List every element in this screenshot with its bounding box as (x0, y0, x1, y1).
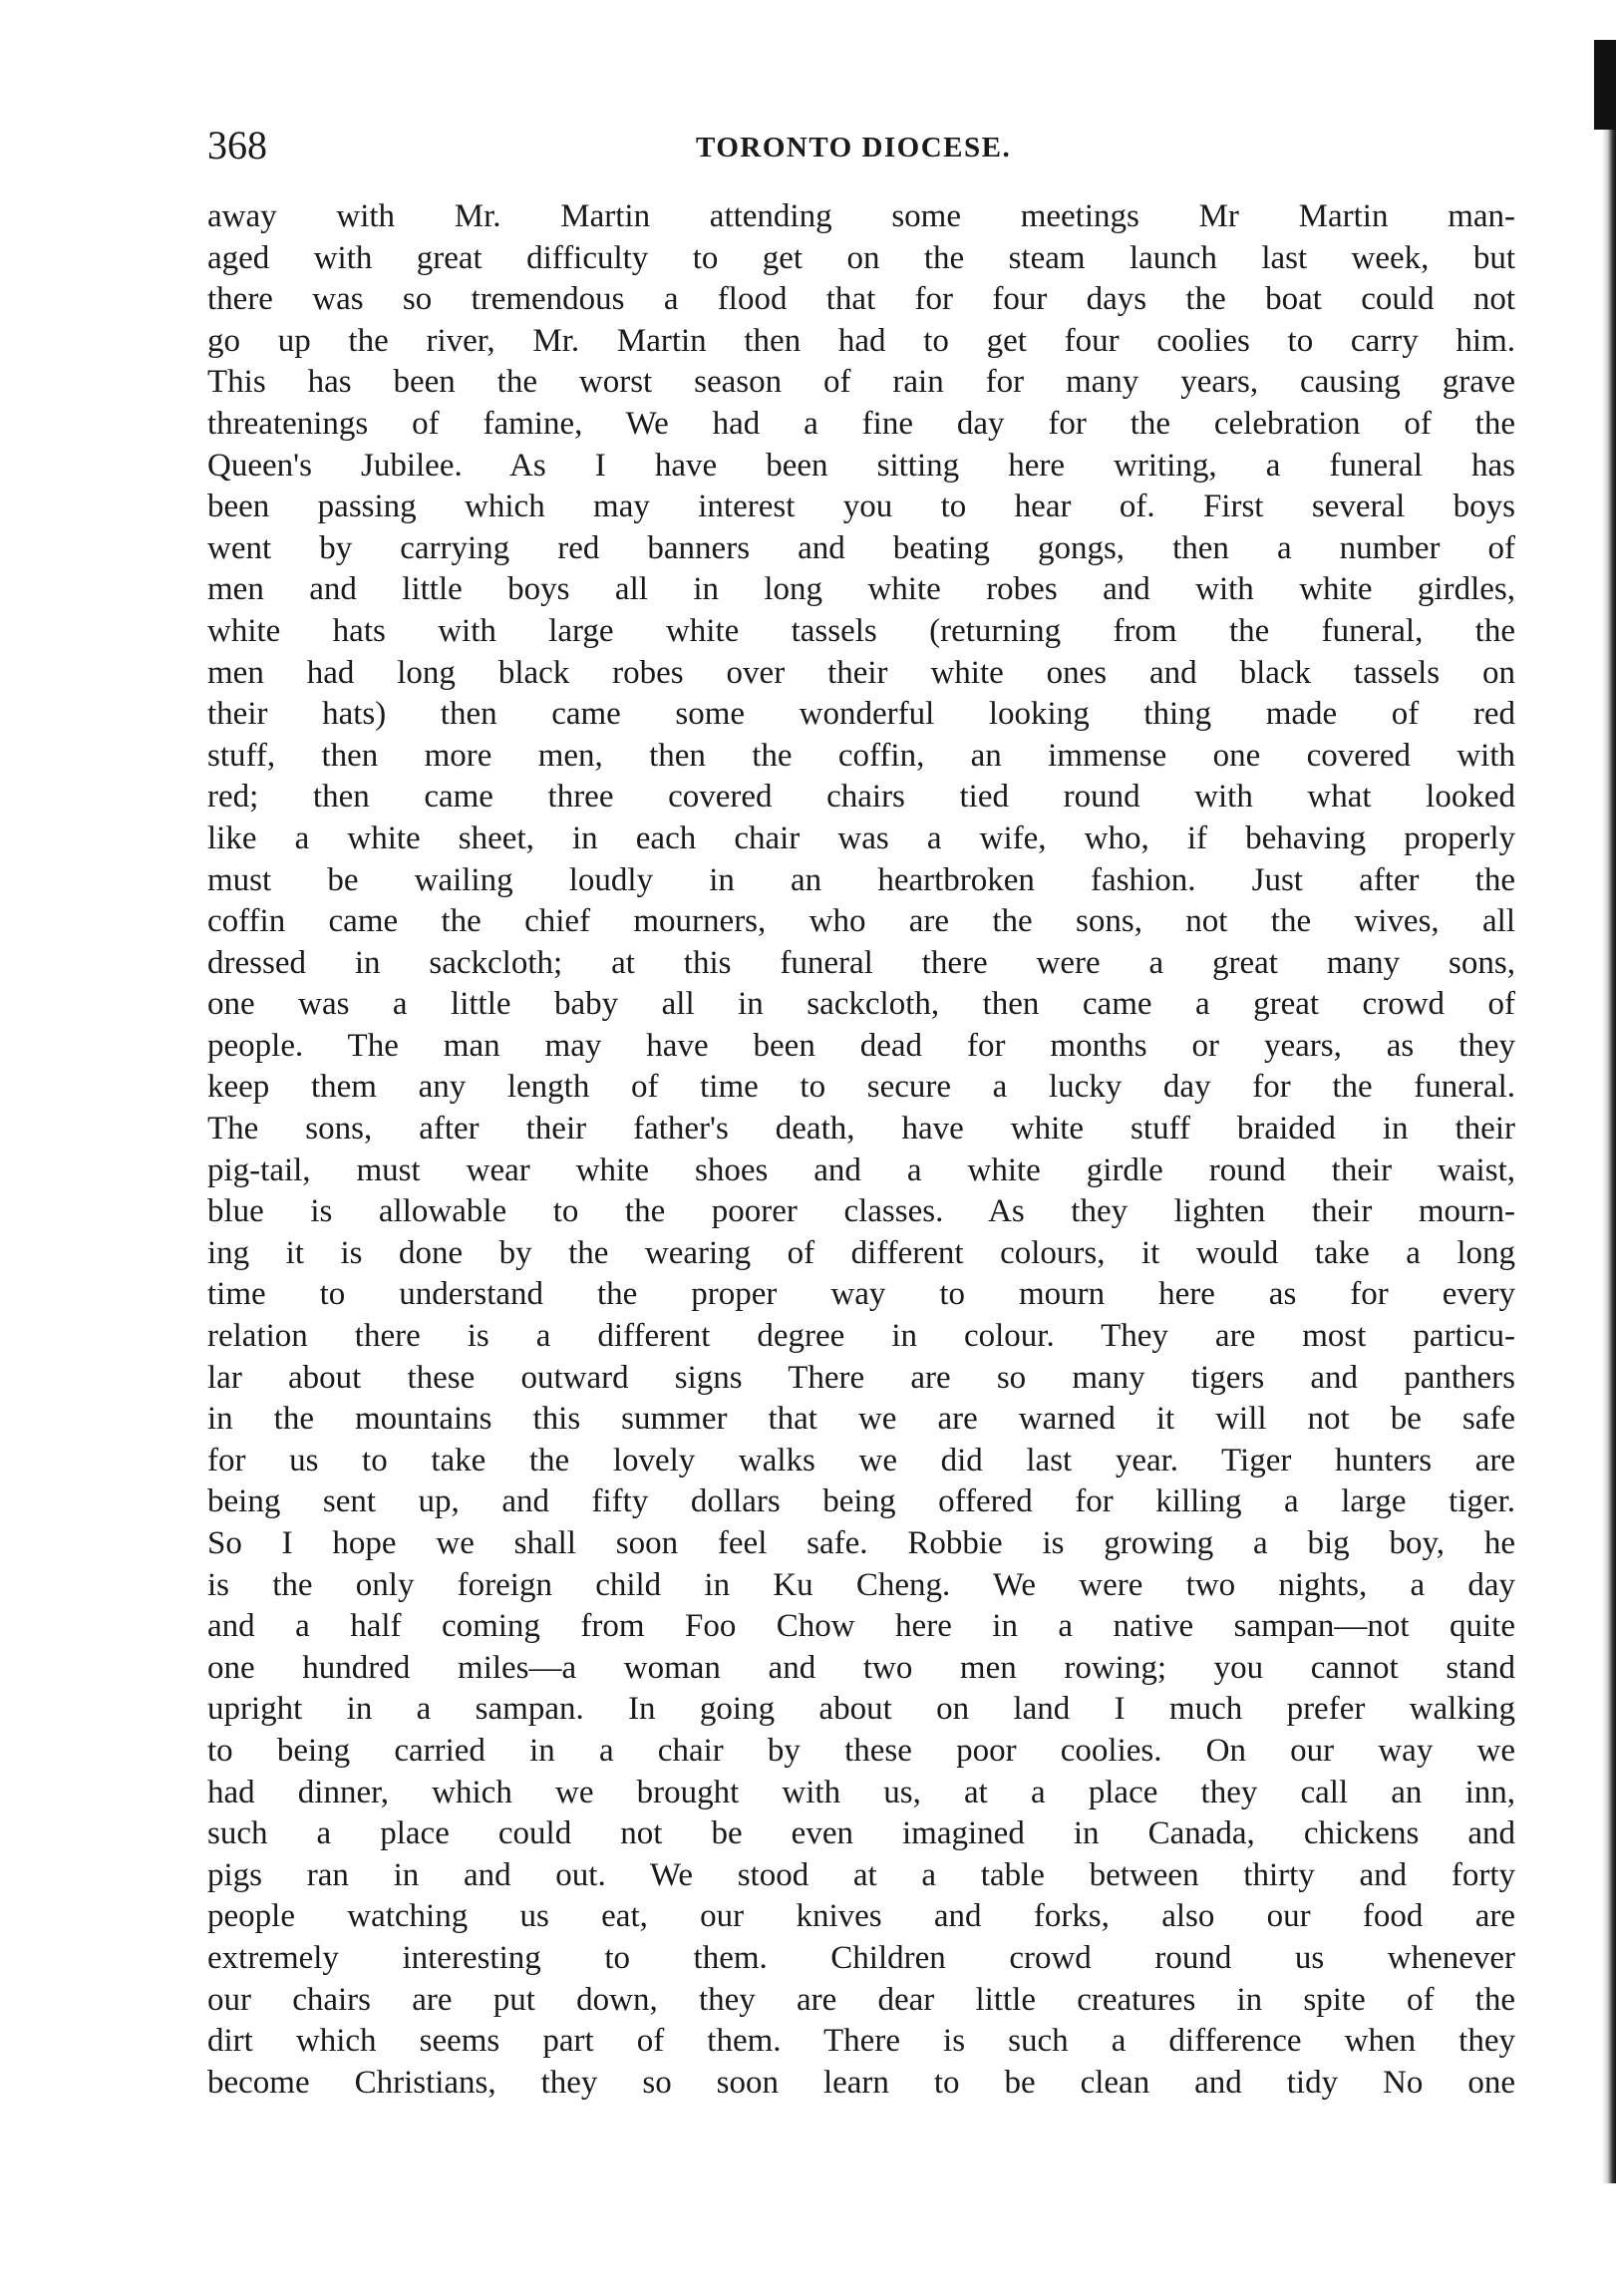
text-line: their hats) then came some wonderful looking thing made of red (207, 696, 1515, 733)
text-line: The sons, after their father's death, have white stuff braided in their (207, 1111, 1515, 1148)
text-line: men had long black robes over their white ones and black tassels on (207, 654, 1515, 691)
text-line: one was a little baby all in sackcloth, then came a great crowd of (207, 986, 1515, 1023)
body-text (207, 196, 1515, 2104)
text-line: ing it is done by the wearing of different colours, it would take a long (207, 1234, 1515, 1271)
text-line: for us to take the lovely walks we did last year. Tiger hunters are (207, 1442, 1515, 1478)
text-line: relation there is a different degree in colour. They are most particu- (207, 1318, 1515, 1355)
text-line: and a half coming from Foo Chow here in a native sampan—not quite (207, 1608, 1515, 1645)
text-line: stuff, then more men, then the coffin, an immense one covered with (207, 737, 1515, 774)
text-line: people watching us eat, our knives and forks, also our food are (207, 1898, 1515, 1935)
page-header (207, 122, 1523, 169)
text-line: people. The man may have been dead for months or years, as they (207, 1027, 1515, 1064)
text-line: is the only foreign child in Ku Cheng. We were two nights, a day (207, 1566, 1515, 1603)
text-line: such a place could not be even imagined in Canada, chickens and (207, 1815, 1515, 1852)
text-line: been passing which may interest you to hear of. First several boys (207, 489, 1515, 525)
text-line: pigs ran in and out. We stood at a table between thirty and forty (207, 1856, 1515, 1893)
text-line: threatenings of famine, We had a fine day for the celebration of the (207, 405, 1515, 442)
text-line: men and little boys all in long white robes and with white girdles, (207, 571, 1515, 608)
text-line: went by carrying red banners and beating gongs, then a number of (207, 529, 1515, 566)
text-line: pig-tail, must wear white shoes and a white girdle round their waist, (207, 1151, 1515, 1188)
page-binding-edge (1602, 40, 1616, 2183)
text-line: aged with great difficulty to get on the steam launch last week, but (207, 239, 1515, 276)
text-line: upright in a sampan. In going about on land I much prefer walking (207, 1691, 1515, 1728)
text-line: time to understand the proper way to mourn here as for every (207, 1276, 1515, 1313)
page-binding-mark (1594, 40, 1616, 130)
text-line: there was so tremendous a flood that for four days the boat could not (207, 281, 1515, 318)
text-line: had dinner, which we brought with us, at a place they call an inn, (207, 1774, 1515, 1810)
page-number: 368 (207, 123, 267, 167)
text-line: dirt which seems part of them. There is such a difference when they (207, 2023, 1515, 2060)
text-line: blue is allowable to the poorer classes. As they lighten their mourn- (207, 1193, 1515, 1230)
text-line: become Christians, they so soon learn to be clean and tidy No one (207, 2064, 1515, 2101)
text-line: away with Mr. Martin attending some meetings Mr Martin man- (207, 198, 1515, 234)
text-line: Queen's Jubilee. As I have been sitting here writing, a funeral has (207, 447, 1515, 484)
text-line: like a white sheet, in each chair was a wife, who, if behaving properly (207, 820, 1515, 856)
text-line: extremely interesting to them. Children crowd round us whenever (207, 1939, 1515, 1976)
text-line: dressed in sackcloth; at this funeral there were a great many sons, (207, 944, 1515, 981)
text-line: go up the river, Mr. Martin then had to get four coolies to carry him. (207, 322, 1515, 359)
text-line: lar about these outward signs There are so many tigers and panthers (207, 1359, 1515, 1396)
text-line: red; then came three covered chairs tied round with what looked (207, 779, 1515, 816)
text-line: our chairs are put down, they are dear little creatures in spite of the (207, 1981, 1515, 2018)
text-line: must be wailing loudly in an heartbroken fashion. Just after the (207, 861, 1515, 898)
text-line: coffin came the chief mourners, who are the sons, not the wives, all (207, 903, 1515, 940)
running-head: TORONTO DIOCESE. (696, 132, 1012, 164)
text-line: being sent up, and fifty dollars being offered for killing a large tiger. (207, 1483, 1515, 1520)
text-line: So I hope we shall soon feel safe. Robbie is growing a big boy, he (207, 1525, 1515, 1561)
text-line: in the mountains this summer that we are warned it will not be safe (207, 1401, 1515, 1438)
text-line: white hats with large white tassels (returning from the funeral, the (207, 612, 1515, 649)
text-line: one hundred miles—a woman and two men rowing; you cannot stand (207, 1649, 1515, 1686)
text-line: to being carried in a chair by these poor coolies. On our way we (207, 1732, 1515, 1769)
text-line: keep them any length of time to secure a lucky day for the funeral. (207, 1069, 1515, 1106)
text-line: This has been the worst season of rain for many years, causing grave (207, 364, 1515, 401)
